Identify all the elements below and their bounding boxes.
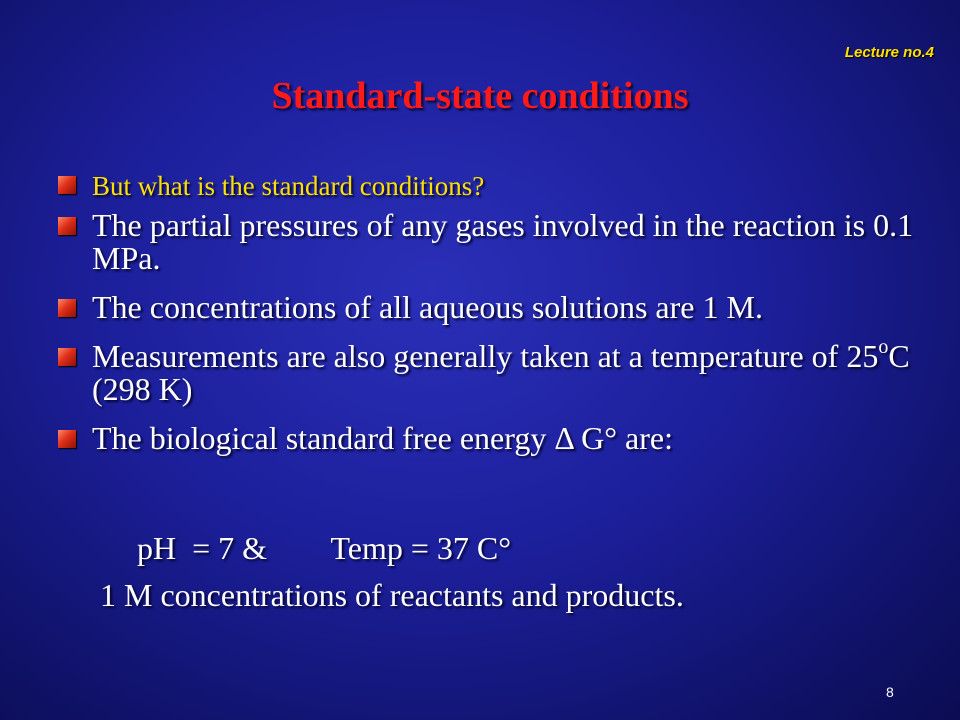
bullet-text: The partial pressures of any gases involved in the reaction is 0.1 MPa. xyxy=(92,207,914,276)
bullet-text-part: C (298 K) xyxy=(92,338,910,407)
square-bullet-icon xyxy=(58,299,76,317)
lecture-number: Lecture no.4 xyxy=(844,44,934,61)
sub-line: pH = 7 & Temp = 37 C° xyxy=(137,530,512,566)
square-bullet-icon xyxy=(58,430,76,448)
bullet-item xyxy=(58,170,918,203)
degree-superscript: o xyxy=(878,336,889,359)
slide-title: Standard-state conditions xyxy=(271,75,689,117)
square-bullet-icon xyxy=(58,176,76,194)
bullet-item xyxy=(58,291,918,324)
bullet-text xyxy=(92,336,918,407)
square-bullet-icon xyxy=(58,217,76,235)
bullet-text: The concentrations of all aqueous solutions are 1 M. xyxy=(92,289,763,325)
page-number: 8 xyxy=(886,684,894,700)
bullet-list xyxy=(58,170,918,471)
bullet-text: But what is the standard conditions? xyxy=(92,171,485,201)
bullet-text: The biological standard free energy Δ G° are: xyxy=(92,420,673,456)
bullet-text-part: Measurements are also generally taken at a temperature of 25 xyxy=(92,338,879,374)
bullet-item xyxy=(58,336,918,407)
sub-line: 1 M concentrations of reactants and products. xyxy=(100,577,684,613)
bullet-item xyxy=(58,209,918,275)
bullet-item xyxy=(58,422,918,455)
square-bullet-icon xyxy=(58,348,76,366)
